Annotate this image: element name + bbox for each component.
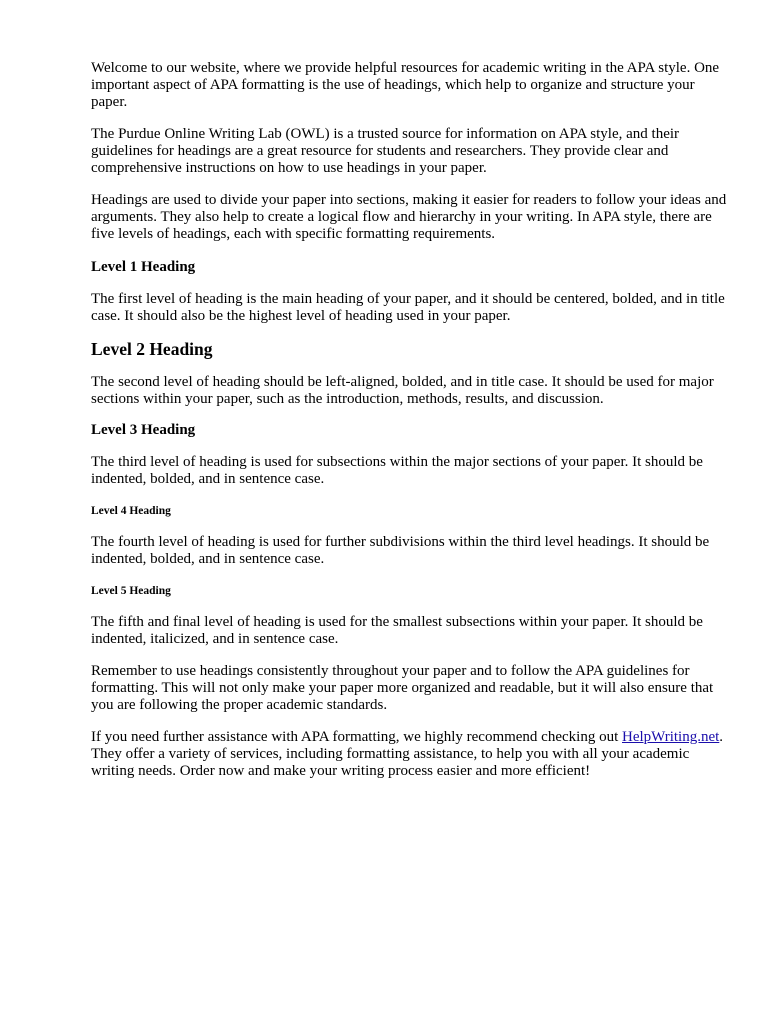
intro-paragraph: Welcome to our website, where we provide helpful resources for academic writing in the APA style. One important aspect of APA formatting is the use of headings, which help to organize and structure your paper.: [91, 60, 720, 110]
level-3-heading: Level 3 Heading: [91, 422, 196, 438]
level-5-body-paragraph: The fifth and final level of heading is used for the smallest subsections within your paper. It should be indented, italicized, and in sentence case.: [91, 614, 703, 647]
level-4-body-paragraph: The fourth level of heading is used for further subdivisions within the third level headings. It should be indented, bolded, and in sentence case.: [91, 534, 710, 567]
level-1-heading: Level 1 Heading: [91, 259, 196, 275]
level-3-body-paragraph: The third level of heading is used for subsections within the major sections of your paper. It should be indented, bolded, and in sentence case.: [91, 454, 703, 487]
document-page: [91, 60, 731, 780]
helpwriting-link[interactable]: HelpWriting.net: [622, 729, 720, 745]
closing-paragraph: [91, 729, 731, 780]
level-2-body-paragraph: The second level of heading should be left-aligned, bolded, and in title case. It should be used for major sections within your paper, such as the introduction, methods, results, and discussion.: [91, 374, 714, 407]
level-2-heading: Level 2 Heading: [91, 339, 213, 359]
remember-paragraph: Remember to use headings consistently throughout your paper and to follow the APA guidelines for formatting. This will not only make your paper more organized and readable, but it will also ensure that you are following the proper academic standards.: [91, 663, 714, 713]
level-4-heading: Level 4 Heading: [91, 505, 171, 517]
closing-text-before: If you need further assistance with APA formatting, we highly recommend checking out: [91, 729, 622, 745]
headings-overview-paragraph: Headings are used to divide your paper into sections, making it easier for readers to follow your ideas and arguments. They also help to create a logical flow and hierarchy in your writing. In APA style, there are five levels of headings, each with specific formatting requirements.: [91, 192, 727, 242]
level-1-body-paragraph: The first level of heading is the main heading of your paper, and it should be centered, bolded, and in title case. It should also be the highest level of heading used in your paper.: [91, 291, 725, 324]
closing-text-after: . They offer a variety of services, including formatting assistance, to help you with all your academic writing needs. Order now and make your writing process easier and more efficient!: [91, 729, 724, 779]
owl-paragraph: The Purdue Online Writing Lab (OWL) is a trusted source for information on APA style, and their guidelines for headings are a great resource for students and researchers. They provide clear and comprehensive instructions on how to use headings in your paper.: [91, 126, 680, 176]
level-5-heading: Level 5 Heading: [91, 585, 171, 597]
